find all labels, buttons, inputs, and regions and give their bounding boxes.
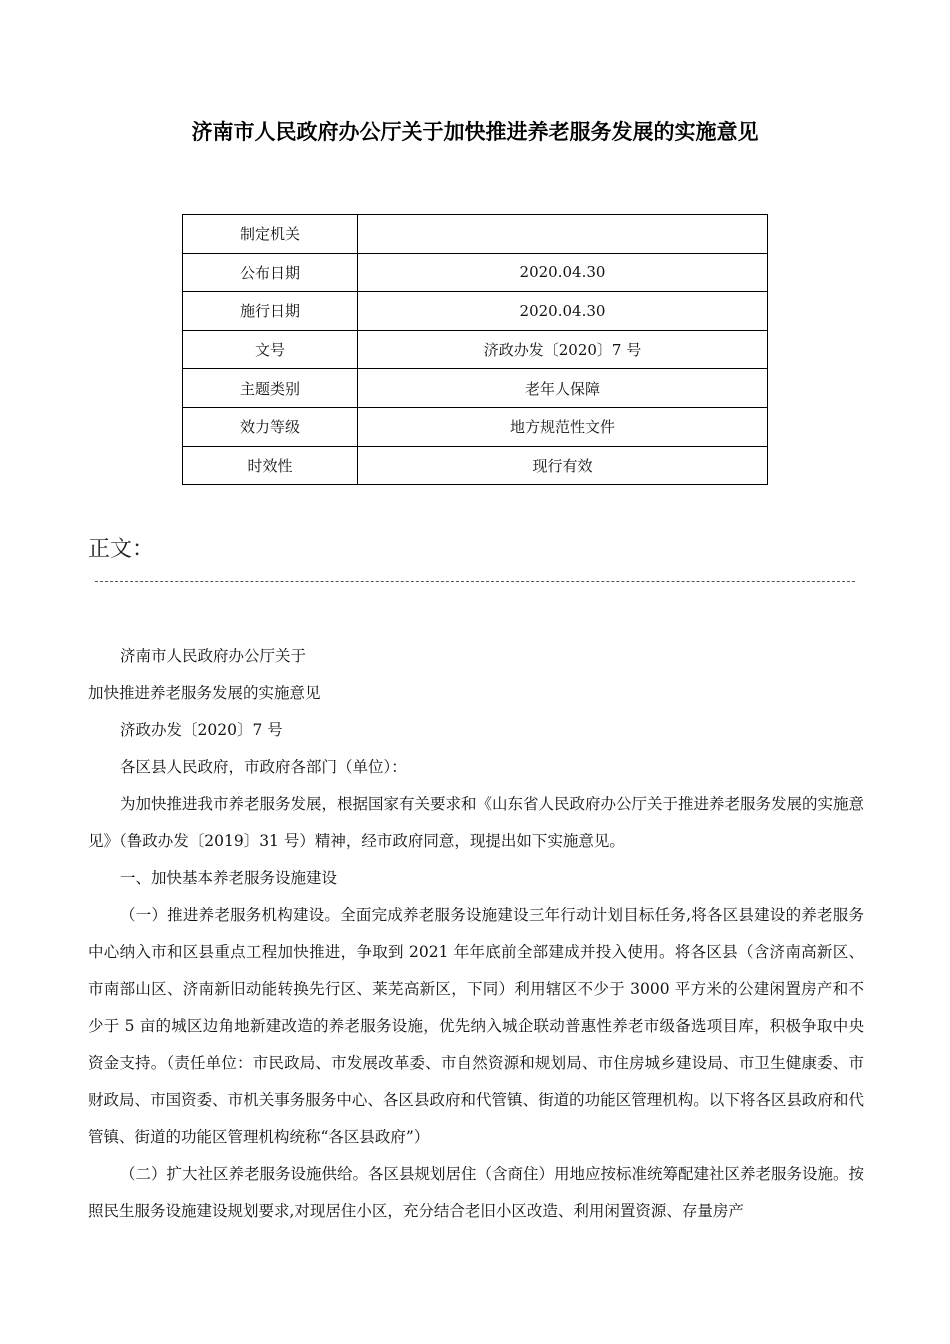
paragraph: （一）推进养老服务机构建设。全面完成养老服务设施建设三年行动计划目标任务,将各区县建设的养老服务中心纳入市和区县重点工程加快推进，争取到 2021 年年底前全部建成并投入使用。将各区县（含济南高新区、市南部山区、济南新旧动能转换先行区、莱芜高新区，下同）利用辖区不少于 3000 平方米的公建闲置房产和不少于 5 亩的城区边角地新建改造的养老服务设施，优先纳入城企联动普惠性养老市级备选项目库，积极争取中央资金支持。（责任单位：市民政局、市发展改革委、市自然资源和规划局、市住房城乡建设局、市卫生健康委、市财政局、市国资委、市机关事务服务中心、各区县政府和代管镇、街道的功能区管理机构。以下将各区县政府和代管镇、街道的功能区管理机构统称“各区县政府”） (88, 906, 864, 1146)
meta-label: 时效性 (183, 446, 358, 485)
meta-label: 效力等级 (183, 407, 358, 446)
meta-value: 老年人保障 (358, 369, 768, 408)
table-row (183, 446, 768, 485)
meta-label: 主题类别 (183, 369, 358, 408)
table-row (183, 215, 768, 254)
paragraph: （二）扩大社区养老服务设施供给。各区县规划居住（含商住）用地应按标准统筹配建社区养老服务设施。按照民生服务设施建设规划要求,对现居住小区，充分结合老旧小区改造、利用闲置资源、存量房产 (88, 1165, 865, 1220)
meta-value (358, 215, 768, 254)
meta-label: 文号 (183, 330, 358, 369)
body-heading: 正文： (88, 537, 155, 562)
paragraph: 各区县人民政府，市政府各部门（单位）： (120, 758, 407, 776)
paragraph: 济南市人民政府办公厅关于 (120, 647, 307, 665)
dashed-divider (95, 581, 855, 582)
paragraph: 加快推进养老服务发展的实施意见 (88, 684, 321, 702)
meta-label: 制定机关 (183, 215, 358, 254)
paragraph: 为加快推进我市养老服务发展，根据国家有关要求和《山东省人民政府办公厅关于推进养老服务发展的实施意见》（鲁政办发〔2019〕31 号）精神，经市政府同意，现提出如下实施意见。 (88, 795, 865, 850)
meta-value: 济政办发〔2020〕7 号 (358, 330, 768, 369)
table-row (183, 369, 768, 408)
table-row (183, 253, 768, 292)
meta-value: 地方规范性文件 (358, 407, 768, 446)
paragraph: 济政办发〔2020〕7 号 (120, 721, 283, 739)
section-heading: 一、加快基本养老服务设施建设 (120, 869, 338, 887)
meta-value: 2020.04.30 (358, 292, 768, 331)
meta-label: 施行日期 (183, 292, 358, 331)
document-title: 济南市人民政府办公厅关于加快推进养老服务发展的实施意见 (191, 120, 759, 144)
meta-value: 2020.04.30 (358, 253, 768, 292)
document-body (88, 638, 864, 1230)
table-row (183, 407, 768, 446)
table-row (183, 330, 768, 369)
metadata-table (182, 214, 768, 485)
meta-value: 现行有效 (358, 446, 768, 485)
table-row (183, 292, 768, 331)
meta-label: 公布日期 (183, 253, 358, 292)
